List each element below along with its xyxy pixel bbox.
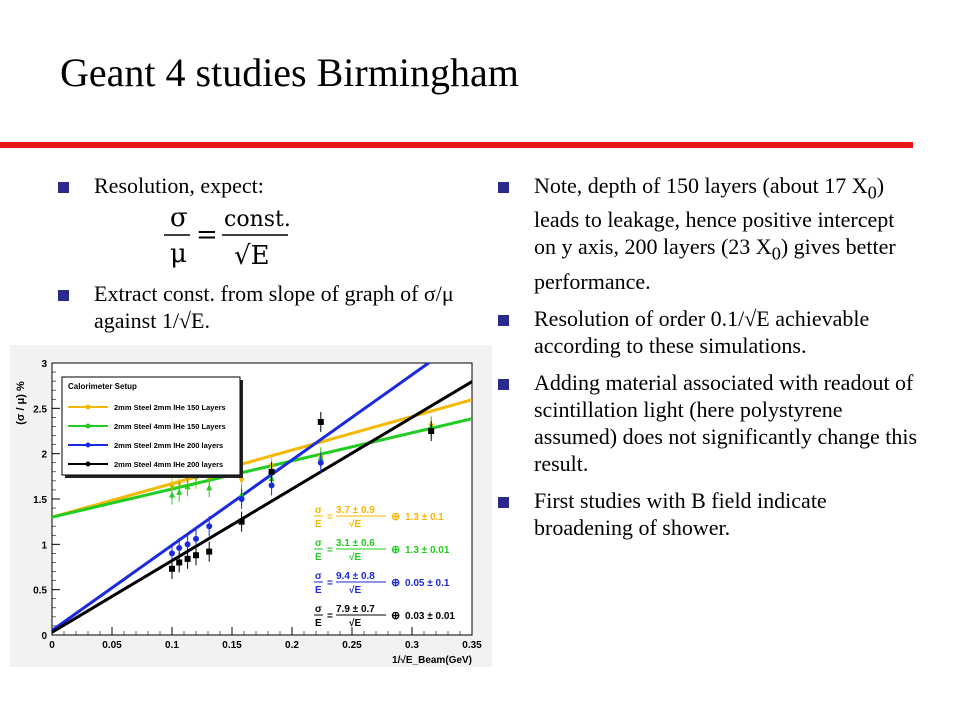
annotation-const: 0.03 ± 0.01: [405, 611, 455, 622]
annotation-oplus: ⊕: [391, 511, 401, 523]
legend-marker: [86, 443, 91, 448]
data-point: [239, 519, 245, 525]
annotation-slope: 9.4 ± 0.8: [336, 571, 375, 582]
annotation-equals: =: [327, 578, 333, 589]
annotation-sigma: σ: [315, 604, 322, 615]
legend-entry: 2mm Steel 4mm lHe 200 layers: [114, 460, 224, 469]
y-tick-label: 0: [41, 631, 47, 642]
x-tick-label: 0.15: [222, 640, 242, 651]
square-bullet-icon: [58, 182, 69, 193]
square-bullet-icon: [498, 379, 509, 390]
x-tick-label: 0.2: [285, 640, 299, 651]
x-tick-label: 0.35: [462, 640, 482, 651]
data-point: [206, 549, 212, 555]
x-tick-label: 0.1: [165, 640, 179, 651]
legend-entry: 2mm Steel 4mm lHe 150 Layers: [114, 422, 226, 431]
square-bullet-icon: [498, 315, 509, 326]
x-axis-label: 1/√E_Beam(GeV): [392, 655, 472, 666]
slide-title: Geant 4 studies Birmingham: [60, 50, 519, 95]
y-tick-label: 1: [41, 540, 47, 552]
formula-equals: =: [196, 220, 218, 250]
annotation-sqrt: √E: [349, 552, 362, 563]
annotation-e: E: [315, 618, 322, 629]
bullet-resolution: [58, 172, 478, 199]
left-bullet-list: [58, 172, 478, 199]
bullet-text: Extract const. from slope of graph of σ/μ against 1/√E.: [94, 281, 454, 333]
plot-svg: [10, 345, 492, 667]
annotation-const: 1.3 ± 0.01: [405, 545, 450, 556]
legend-marker: [86, 424, 91, 429]
annotation-slope: 3.7 ± 0.9: [336, 505, 375, 516]
bullet-b-field: [498, 487, 918, 541]
x-tick-label: 0.3: [405, 640, 419, 651]
y-tick-label: 1.5: [33, 495, 47, 506]
title-divider: [0, 142, 913, 148]
square-bullet-icon: [58, 290, 69, 301]
subscript: 0: [771, 243, 781, 264]
data-point: [318, 419, 324, 425]
y-tick-label: 0.5: [33, 585, 47, 597]
data-point: [176, 545, 182, 551]
formula-const: const.: [224, 207, 291, 232]
bullet-extract: [58, 280, 478, 334]
bullet-note-depth: [498, 172, 918, 295]
annotation-sigma: σ: [315, 571, 322, 582]
bullet-text: Resolution, expect:: [94, 173, 264, 198]
annotation-sigma: σ: [315, 505, 322, 516]
bullet-resolution-order: [498, 305, 918, 359]
annotation-equals: =: [327, 512, 333, 523]
x-tick-label: 0.25: [342, 640, 362, 651]
data-point: [239, 496, 245, 502]
x-tick-label: 0.05: [102, 640, 122, 651]
data-point: [269, 469, 275, 475]
annotation-oplus: ⊕: [391, 544, 401, 556]
annotation-e: E: [315, 552, 322, 563]
resolution-formula: [160, 202, 300, 272]
legend-marker: [86, 405, 91, 410]
legend-title: Calorimeter Setup: [68, 382, 137, 391]
resolution-plot: [10, 345, 492, 667]
right-bullet-list: [498, 172, 918, 551]
annotation-slope: 3.1 ± 0.6: [336, 538, 375, 549]
data-point: [193, 536, 199, 542]
bullet-adding-material: [498, 369, 918, 477]
annotation-const: 0.05 ± 0.1: [405, 578, 450, 589]
square-bullet-icon: [498, 497, 509, 508]
legend-marker: [86, 462, 91, 467]
bullet-text-a: Note, depth of 150 layers (about 17 X: [534, 173, 868, 198]
subscript: 0: [867, 182, 877, 203]
bullet-text: Adding material associated with readout of scintillation light (here polystyrene assumed) does not significantly change this result.: [534, 369, 918, 476]
data-point: [318, 460, 324, 466]
y-tick-label: 3: [41, 359, 47, 370]
data-point: [169, 550, 175, 556]
bullet-text: First studies with B field indicate broadening of shower.: [534, 487, 827, 540]
data-point: [193, 552, 199, 558]
formula-sqrt-e: √E: [234, 241, 270, 271]
data-point: [185, 556, 191, 562]
annotation-e: E: [315, 519, 322, 530]
y-axis-label: (σ / μ) %: [15, 381, 27, 425]
data-point: [428, 428, 434, 434]
data-point: [206, 523, 212, 529]
y-tick-label: 2: [41, 449, 47, 461]
legend-entry: 2mm Steel 2mm lHe 150 Layers: [114, 403, 226, 412]
annotation-equals: =: [327, 611, 333, 622]
square-bullet-icon: [498, 182, 509, 193]
annotation-oplus: ⊕: [391, 577, 401, 589]
annotation-sigma: σ: [315, 538, 322, 549]
annotation-e: E: [315, 585, 322, 596]
annotation-sqrt: √E: [349, 519, 362, 530]
annotation-slope: 7.9 ± 0.7: [336, 604, 375, 615]
y-tick-label: 2.5: [33, 404, 47, 416]
x-tick-label: 0: [49, 640, 55, 651]
bullet-text-b: ) leads to leakage, hence positive intercept on y axis, 200 layers (23 X: [534, 173, 895, 260]
data-point: [176, 559, 182, 565]
data-point: [185, 541, 191, 547]
annotation-sqrt: √E: [349, 585, 362, 596]
formula-mu: μ: [170, 239, 187, 269]
bullet-text: Resolution of order 0.1/√E achievable according to these simulations.: [534, 305, 870, 358]
data-point: [269, 482, 275, 488]
formula-sigma: σ: [170, 203, 188, 233]
data-point: [169, 566, 175, 572]
annotation-equals: =: [327, 545, 333, 556]
annotation-oplus: ⊕: [391, 610, 401, 622]
annotation-const: 1.3 ± 0.1: [405, 512, 444, 523]
annotation-sqrt: √E: [349, 618, 362, 629]
bullet-text-c: ) gives better performance.: [534, 234, 896, 294]
legend-entry: 2mm Steel 2mm lHe 200 layers: [114, 441, 224, 450]
left-bullet-list-2: [58, 280, 478, 334]
